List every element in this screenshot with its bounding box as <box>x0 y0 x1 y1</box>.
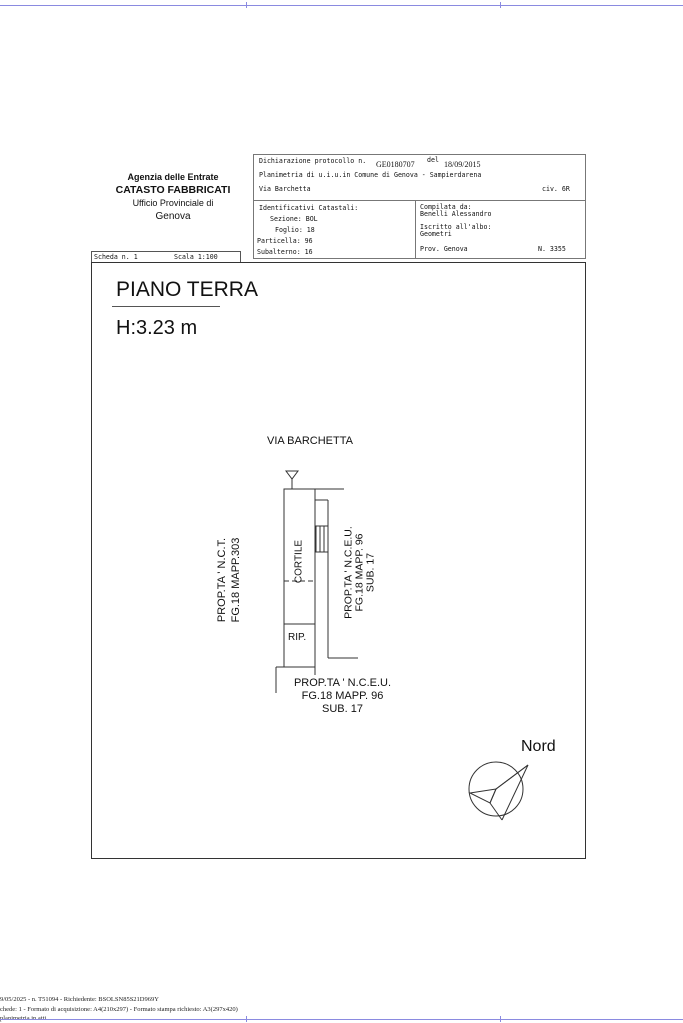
right-neighbor-label <box>344 521 377 625</box>
sheet-number: Scheda n. 1 <box>94 253 138 261</box>
north-arrow-icon <box>469 762 528 820</box>
registered-value: Geometri <box>420 230 452 238</box>
declaration-label: Dichiarazione protocollo n. <box>259 157 367 165</box>
floor-height: H:3.23 m <box>116 317 198 339</box>
registration-number: N. 3355 <box>538 245 566 253</box>
footer-request-line: 9/05/2025 - n. T51094 - Richiedente: BSOLSN85S21D969Y <box>0 996 159 1003</box>
bottom-guide-tick <box>246 1016 247 1022</box>
storage-label: RIP. <box>288 632 307 643</box>
entrance-marker-icon <box>286 471 298 479</box>
north-label: Nord <box>521 738 556 755</box>
particella-value: Particella: 96 <box>257 237 313 245</box>
street-address: Via Barchetta <box>259 185 311 193</box>
left-neighbor-line2: FG.18 MAPP.303 <box>230 537 242 623</box>
scale-value: Scala 1:100 <box>174 253 218 261</box>
office-city: Genova <box>155 211 191 222</box>
sezione-value: Sezione: BOL <box>270 215 318 223</box>
bottom-neighbor-label <box>280 677 405 716</box>
compiled-by-label: Compilata da: <box>420 203 472 211</box>
courtyard-label: CORTILE <box>293 539 305 584</box>
del-label: del <box>427 156 439 164</box>
left-neighbor-label <box>215 530 243 630</box>
bottom-neighbor-line2: FG.18 MAPP. 96 <box>301 690 384 702</box>
window-opening <box>316 526 328 552</box>
identifiers-title: Identificativi Catastali: <box>259 204 359 212</box>
declaration-date: 18/09/2015 <box>444 160 481 169</box>
street-label: VIA BARCHETTA <box>267 435 353 447</box>
province-value: Prov. Genova <box>420 245 468 253</box>
floor-title: PIANO TERRA <box>116 278 258 301</box>
planimetry-line: Planimetria di u.i.u.in Comune di Genova - Sampierdarena <box>259 171 482 179</box>
protocol-number: GE0180707 <box>376 160 415 169</box>
footer-format-line: chede: 1 - Formato di acquisizione: A4(210x297) - Formato stampa richiesto: A3(297x420) <box>0 1006 238 1013</box>
left-neighbor-line1: PROP.TA ' N.C.T. <box>216 537 228 623</box>
civic-number: civ. 6R <box>542 185 570 193</box>
subalterno-value: Subalterno: 16 <box>257 248 313 256</box>
bottom-neighbor-line3: SUB. 17 <box>322 703 363 715</box>
registered-label: Iscritto all'albo: <box>420 223 492 231</box>
right-neighbor-line1: PROP.TA ' N.C.E.U. <box>342 526 355 619</box>
right-neighbor-line2: FG.18 MAPP. 96 <box>353 533 366 612</box>
footer-archive-line: planimetria in atti <box>0 1015 47 1022</box>
right-neighbor-line3: SUB. 17 <box>364 552 377 593</box>
office-label: Ufficio Provinciale di <box>132 198 214 208</box>
foglio-value: Foglio: 18 <box>275 226 315 234</box>
agency-name: Agenzia delle Entrate <box>127 172 219 182</box>
catasto-title: CATASTO FABBRICATI <box>115 184 231 196</box>
bottom-neighbor-line1: PROP.TA ' N.C.E.U. <box>293 677 392 689</box>
compiled-by-name: Benelli Alessandro <box>420 210 492 218</box>
bottom-guide-tick <box>500 1016 501 1022</box>
bottom-guide-line <box>0 1019 683 1020</box>
